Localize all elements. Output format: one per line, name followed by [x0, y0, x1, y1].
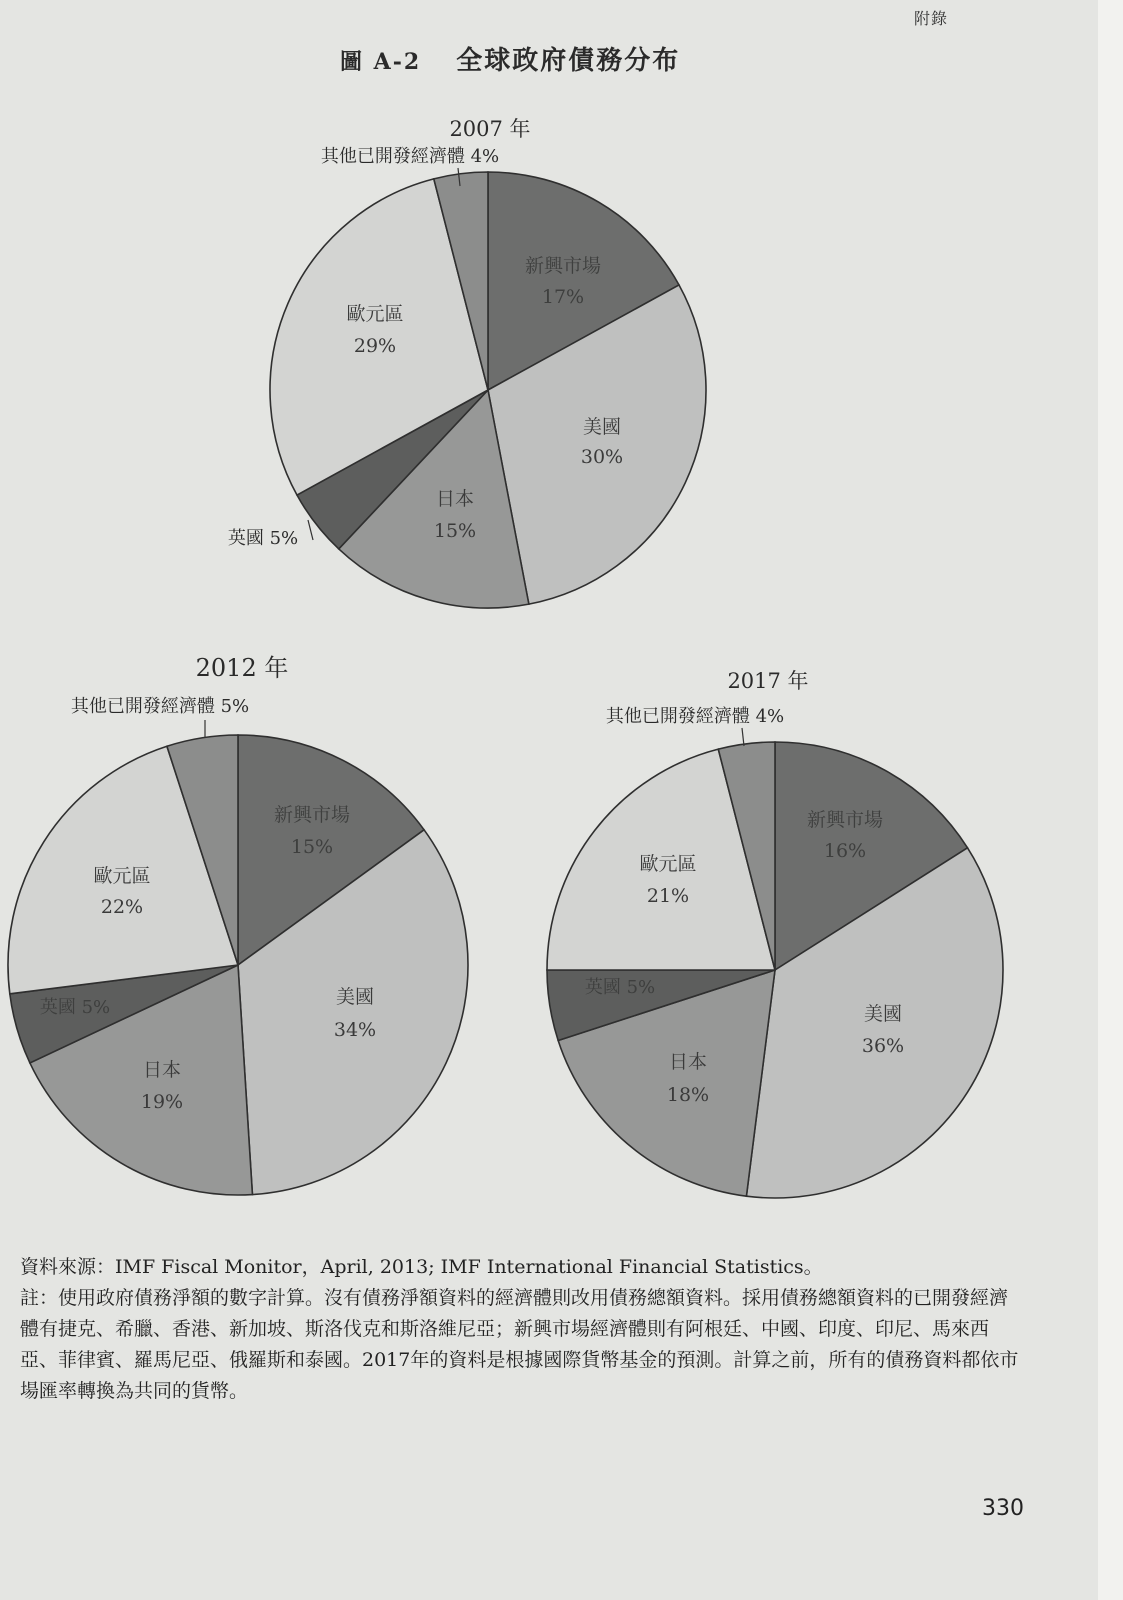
slice-label-eurozone: 歐元區 [346, 303, 404, 325]
page-number: 330 [982, 1496, 1024, 1521]
slice-label-emerging: 新興市場 [806, 809, 884, 831]
slice-label-japan: 日本 [668, 1051, 708, 1073]
figure-title-text: 全球政府債務分布 [456, 46, 681, 76]
slice-label-us: 美國 [582, 416, 622, 438]
source-note: 資料來源：IMF Fiscal Monitor，April, 2013; IMF International Financial Statistics。 [20, 1256, 823, 1278]
slice-label-emerging: 新興市場 [524, 255, 602, 277]
leader-line [308, 520, 313, 540]
slice-label-uk: 英國 5% [227, 528, 299, 549]
running-header: 附錄 [913, 9, 948, 28]
pie-chart-2 [547, 669, 1003, 1198]
slice-label-uk: 英國 5% [39, 997, 111, 1018]
slice-value-emerging: 16% [823, 840, 867, 862]
slice-value-emerging: 17% [541, 286, 585, 308]
slice-value-eurozone: 29% [353, 335, 397, 357]
chart-title: 2017 年 [727, 669, 809, 693]
slice-label-us: 美國 [335, 986, 375, 1008]
slice-label-other-developed: 其他已開發經濟體 4% [605, 706, 785, 727]
slice-value-japan: 15% [433, 520, 477, 542]
pie-chart-1 [8, 654, 468, 1195]
figure-number: 圖 A-2 [340, 49, 422, 75]
slice-value-us: 34% [333, 1019, 377, 1041]
slice-value-us: 30% [580, 446, 624, 468]
slice-label-other-developed: 其他已開發經濟體 4% [320, 146, 500, 167]
slice-value-emerging: 15% [290, 836, 334, 858]
chart-title: 2007 年 [449, 117, 531, 141]
slice-value-japan: 18% [666, 1084, 710, 1106]
footnote: 註：使用政府債務淨額的數字計算。沒有債務淨額資料的經濟體則改用債務總額資料。採用債務總額資料的已開發經濟體有捷克、希臘、香港、新加坡、斯洛伐克和斯洛維尼亞；新興市場經濟體則有阿根廷、中國、印度、印尼、馬來西亞、菲律賓、羅馬尼亞、俄羅斯和泰國。2017年的資料是根據國際貨幣基金的預測。計算之前，所有的債務資料都依市場匯率轉換為共同的貨幣。 [20, 1287, 1019, 1402]
chart-title: 2012 年 [195, 654, 289, 682]
figure-notes [20, 1252, 1020, 1407]
slice-value-eurozone: 22% [100, 896, 144, 918]
slice-value-us: 36% [861, 1035, 905, 1057]
slice-value-eurozone: 21% [646, 885, 690, 907]
slice-label-eurozone: 歐元區 [93, 865, 151, 887]
slice-label-emerging: 新興市場 [273, 804, 351, 826]
slice-value-japan: 19% [140, 1091, 184, 1113]
slice-label-other-developed: 其他已開發經濟體 5% [70, 696, 250, 717]
slice-label-japan: 日本 [142, 1059, 182, 1081]
slice-label-japan: 日本 [435, 488, 475, 510]
pie-chart-0 [228, 117, 706, 608]
slice-label-us: 美國 [863, 1003, 903, 1025]
leader-line [742, 728, 744, 746]
slice-label-uk: 英國 5% [584, 977, 656, 998]
slice-label-eurozone: 歐元區 [639, 853, 697, 875]
